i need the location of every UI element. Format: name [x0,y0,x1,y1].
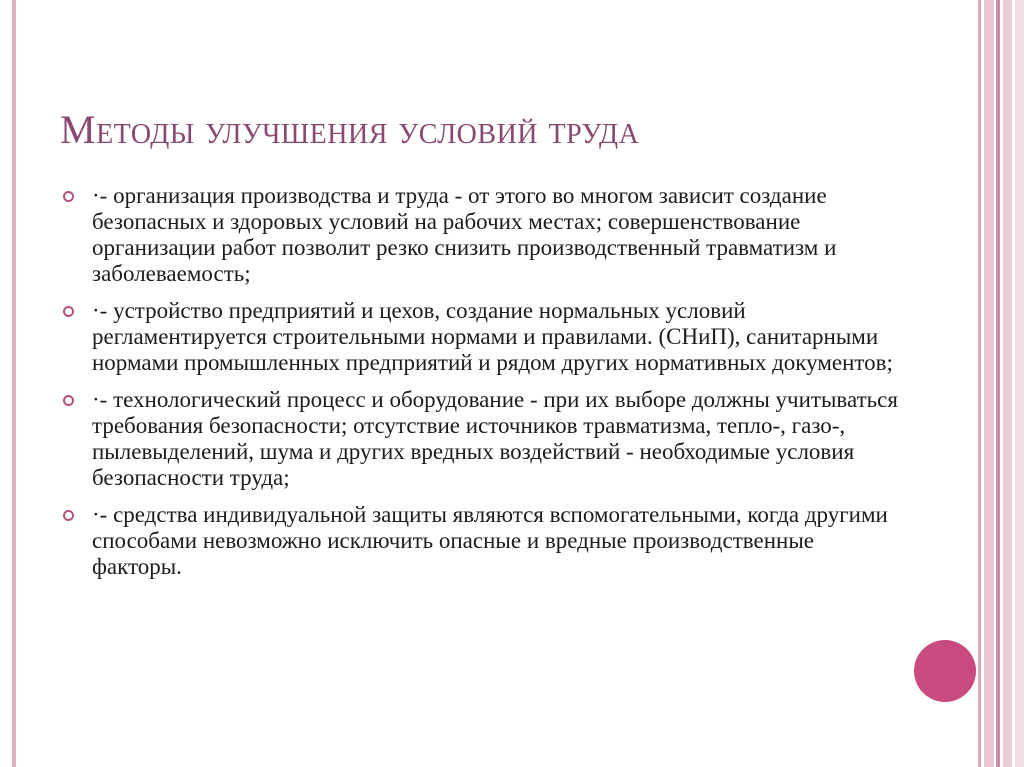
list-item [60,183,900,287]
ring-bullet-icon [63,510,74,521]
right-stripe [996,0,1000,767]
ring-bullet-icon [63,191,74,202]
ring-bullet-icon [63,395,74,406]
list-item [60,298,900,376]
ring-bullet-icon [63,306,74,317]
list-item-text: ·- средства индивидуальной защиты являются вспомогательными, когда другими способами невозможно исключить опасные и вредные производственные факторы. [92,502,888,579]
right-stripe [1015,0,1024,767]
list-item [60,502,900,580]
list-item-text: ·- организация производства и труда - от этого во многом зависит создание безопасных и здоровых условий на рабочих местах; совершенствование организации работ позволит резко снизить производственный травматизм и заболеваемость; [92,183,837,286]
list-item [60,387,900,491]
slide-title: Методы улучшения условий труда [60,107,640,152]
list-item-text: ·- устройство предприятий и цехов, создание нормальных условий регламентируется строительными нормами и правилами. (СНиП), санитарными нормами промышленных предприятий и рядом других нормативных документов; [92,298,893,375]
list-item-text: ·- технологический процесс и оборудование - при их выборе должны учитываться требования безопасности; отсутствие источников травматизма, тепло-, газо-, пылевыделений, шума и других вредных воздействий - необходимые условия безопасности труда; [92,387,898,490]
right-stripe [978,0,981,767]
left-frame-line [12,0,16,767]
right-stripe [984,0,994,767]
right-stripe [1003,0,1012,767]
filled-circle-icon [914,640,976,702]
bullet-list [60,183,900,591]
